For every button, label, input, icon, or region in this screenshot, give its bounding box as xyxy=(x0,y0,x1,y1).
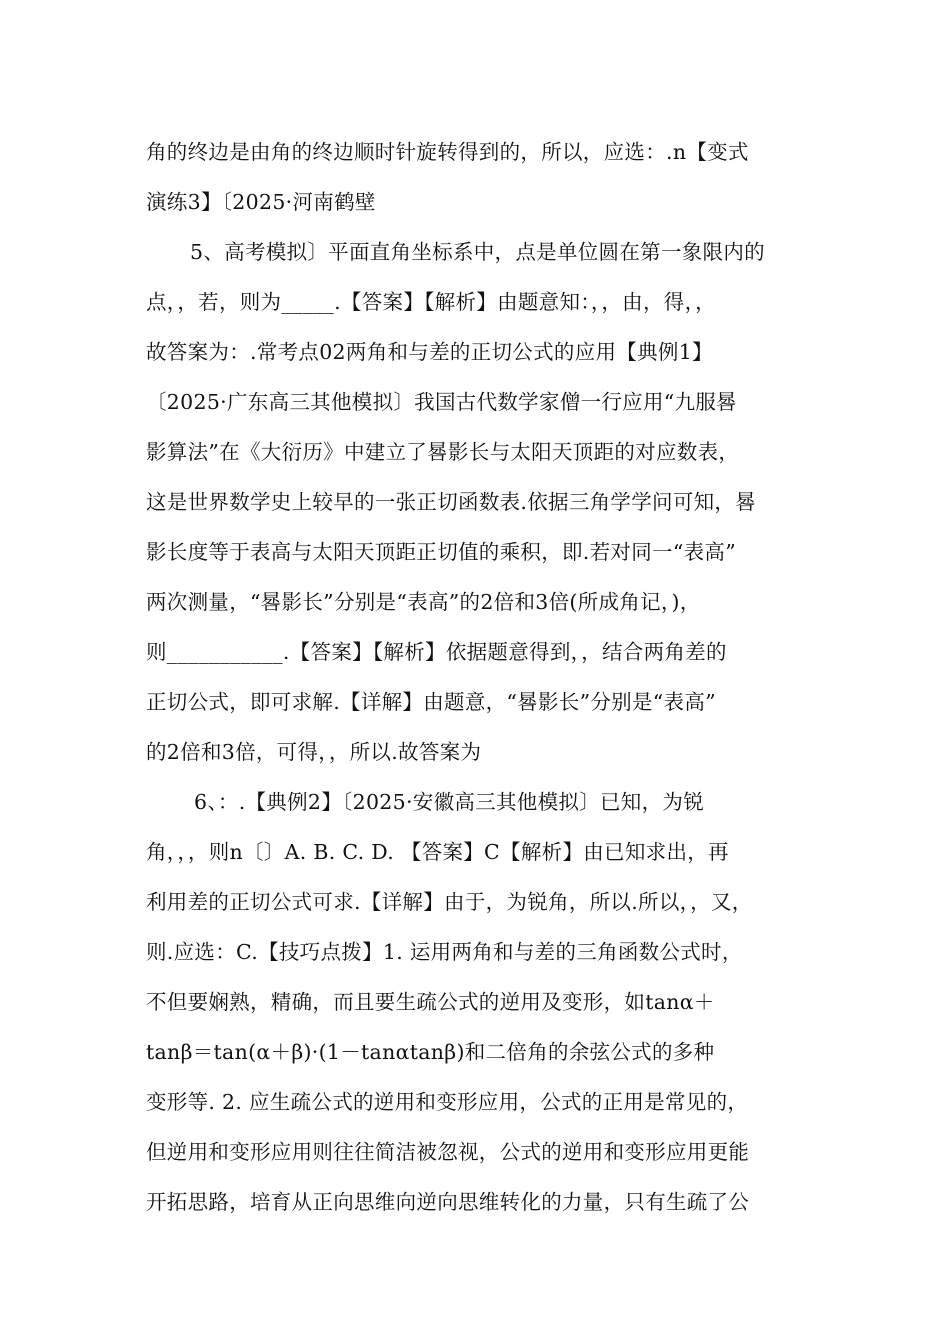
text-line: 影长度等于表高与太阳天顶距正切值的乘积，即.若对同一“表高” xyxy=(146,540,736,564)
text-line: 但逆用和变形应用则往往简洁被忽视，公式的逆用和变形应用更能 xyxy=(146,1140,750,1164)
text-line: 正切公式，即可求解.【详解】由题意，“晷影长”分别是“表高” xyxy=(146,690,716,714)
text-line: 角，，，则n〔〕A. B. C. D. 【答案】C【解析】由已知求出，再 xyxy=(146,840,729,864)
text-line: 这是世界数学史上较早的一张正切函数表.依据三角学学问可知，晷 xyxy=(146,490,757,514)
text-line: 角的终边是由角的终边顺时针旋转得到的，所以，应选：.n【变式 xyxy=(146,140,749,164)
text-line: 的2倍和3倍，可得，，所以.故答案为 xyxy=(146,740,482,764)
text-line: 则.应选：C.【技巧点拨】1. 运用两角和与差的三角函数公式时， xyxy=(146,940,743,964)
text-line: 故答案为：.常考点02两角和与差的正切公式的应用【典例1】 xyxy=(146,340,713,364)
text-line: 演练3】〔2025·河南鹤壁 xyxy=(146,190,376,214)
text-line: 利用差的正切公式可求.【详解】由于，为锐角，所以.所以，，又， xyxy=(146,890,753,914)
text-line: 影算法”在《大衍历》中建立了晷影长与太阳天顶距的对应数表， xyxy=(146,440,740,464)
text-line: 变形等. 2. 应生疏公式的逆用和变形应用，公式的正用是常见的， xyxy=(146,1090,749,1114)
text-line: 则___________.【答案】【解析】依据题意得到，，结合两角差的 xyxy=(146,640,727,664)
text-line: 6、：.【典例2】〔2025·安徽高三其他模拟〕已知，为锐 xyxy=(194,790,704,814)
text-line: 点，，若，则为_____.【答案】【解析】由题意知：，，由，得，， xyxy=(146,290,716,314)
text-line: 5、高考模拟〕平面直角坐标系中，点是单位圆在第一象限内的 xyxy=(190,240,765,264)
text-line: 开拓思路，培育从正向思维向逆向思维转化的力量，只有生疏了公 xyxy=(146,1190,750,1214)
text-line: 两次测量，“晷影长”分别是“表高”的2倍和3倍(所成角记，)， xyxy=(146,590,701,614)
text-line: 不但要娴熟，精确，而且要生疏公式的逆用及变形，如tanα＋ xyxy=(146,990,715,1014)
text-line: 〔2025·广东高三其他模拟〕我国古代数学家僧一行应用“九服晷 xyxy=(146,390,737,414)
text-line: tanβ＝tan(α＋β)·(1－tanαtanβ)和二倍角的余弦公式的多种 xyxy=(146,1040,715,1064)
